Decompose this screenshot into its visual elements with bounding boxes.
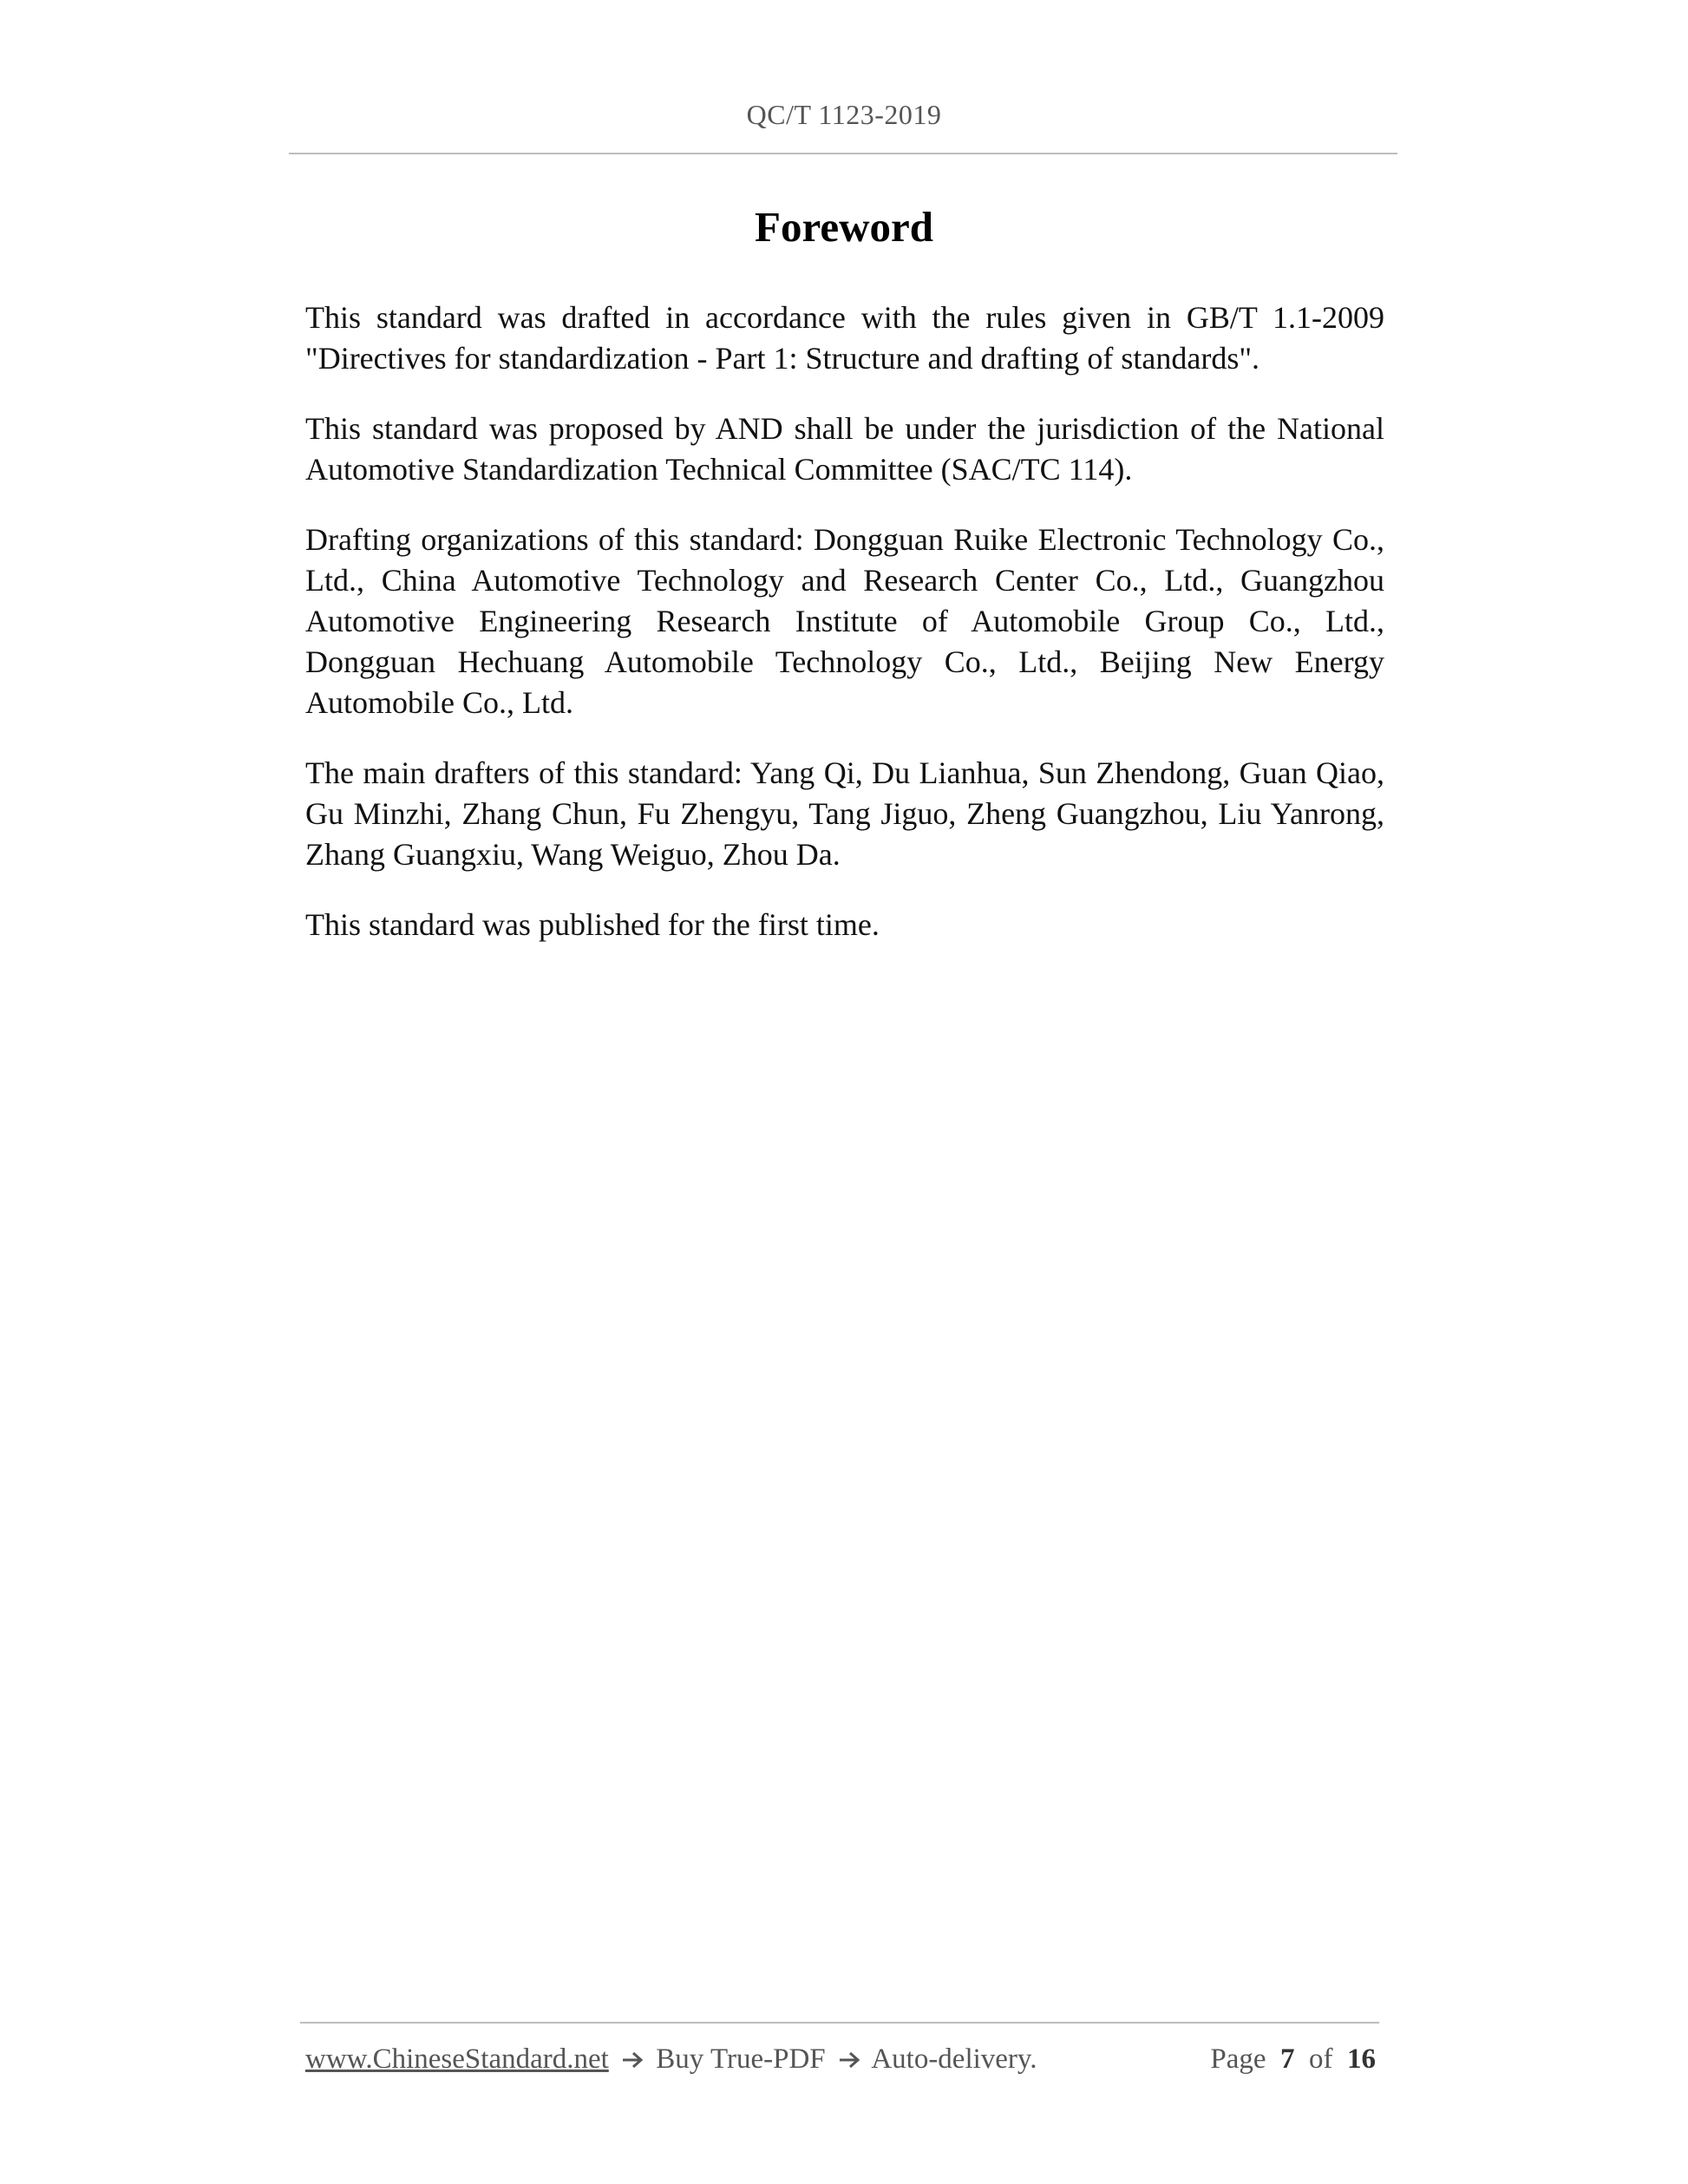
page-label: Page <box>1210 2043 1266 2075</box>
right-arrow-icon <box>621 2051 644 2069</box>
header-doc-code: QC/T 1123-2019 <box>746 99 942 130</box>
right-arrow-icon <box>838 2051 860 2069</box>
page-title: Foreword <box>755 203 933 251</box>
buy-true-pdf-text: Buy True-PDF <box>656 2043 826 2075</box>
footer-divider <box>300 2022 1379 2024</box>
paragraph-jurisdiction: This standard was proposed by AND shall be under the jurisdiction of the National Automotive Standardization Technical Committee (SAC/TC 114). <box>305 411 1384 487</box>
page-of-label: of <box>1309 2043 1333 2075</box>
page-current: 7 <box>1280 2043 1295 2075</box>
paragraph-drafting-organizations: Drafting organizations of this standard: Dongguan Ruike Electronic Technology Co., Ltd., China Automotive Technology and Research Center Co., Ltd., Guangzhou Automotive Engineering Research Institute of Automobile Group Co., Ltd., Dongguan Hechuang Automobile Technology Co., Ltd., Beijing New Energy Automobile Co., Ltd. <box>305 522 1384 720</box>
footer-purchase-info <box>305 2043 1037 2076</box>
paragraph-drafting-rules: This standard was drafted in accordance with the rules given in GB/T 1.1-2009 "Directives for standardization - Part 1: Structure and drafting of standards". <box>305 300 1384 376</box>
website-link[interactable]: www.ChineseStandard.net <box>305 2043 609 2075</box>
paragraph-main-drafters: The main drafters of this standard: Yang Qi, Du Lianhua, Sun Zhendong, Guan Qiao, Gu Minzhi, Zhang Chun, Fu Zhengyu, Tang Jiguo, Zheng Guangzhou, Liu Yanrong, Zhang Guangxiu, Wang Weiguo, Zhou Da. <box>305 755 1384 872</box>
header-divider <box>289 153 1397 154</box>
paragraph-first-publication: This standard was published for the first time. <box>305 907 880 942</box>
foreword-body <box>305 298 1384 975</box>
page-footer <box>305 2043 1376 2085</box>
page-number <box>1210 2043 1376 2076</box>
auto-delivery-text: Auto-delivery. <box>871 2043 1037 2075</box>
page-total: 16 <box>1347 2043 1376 2075</box>
